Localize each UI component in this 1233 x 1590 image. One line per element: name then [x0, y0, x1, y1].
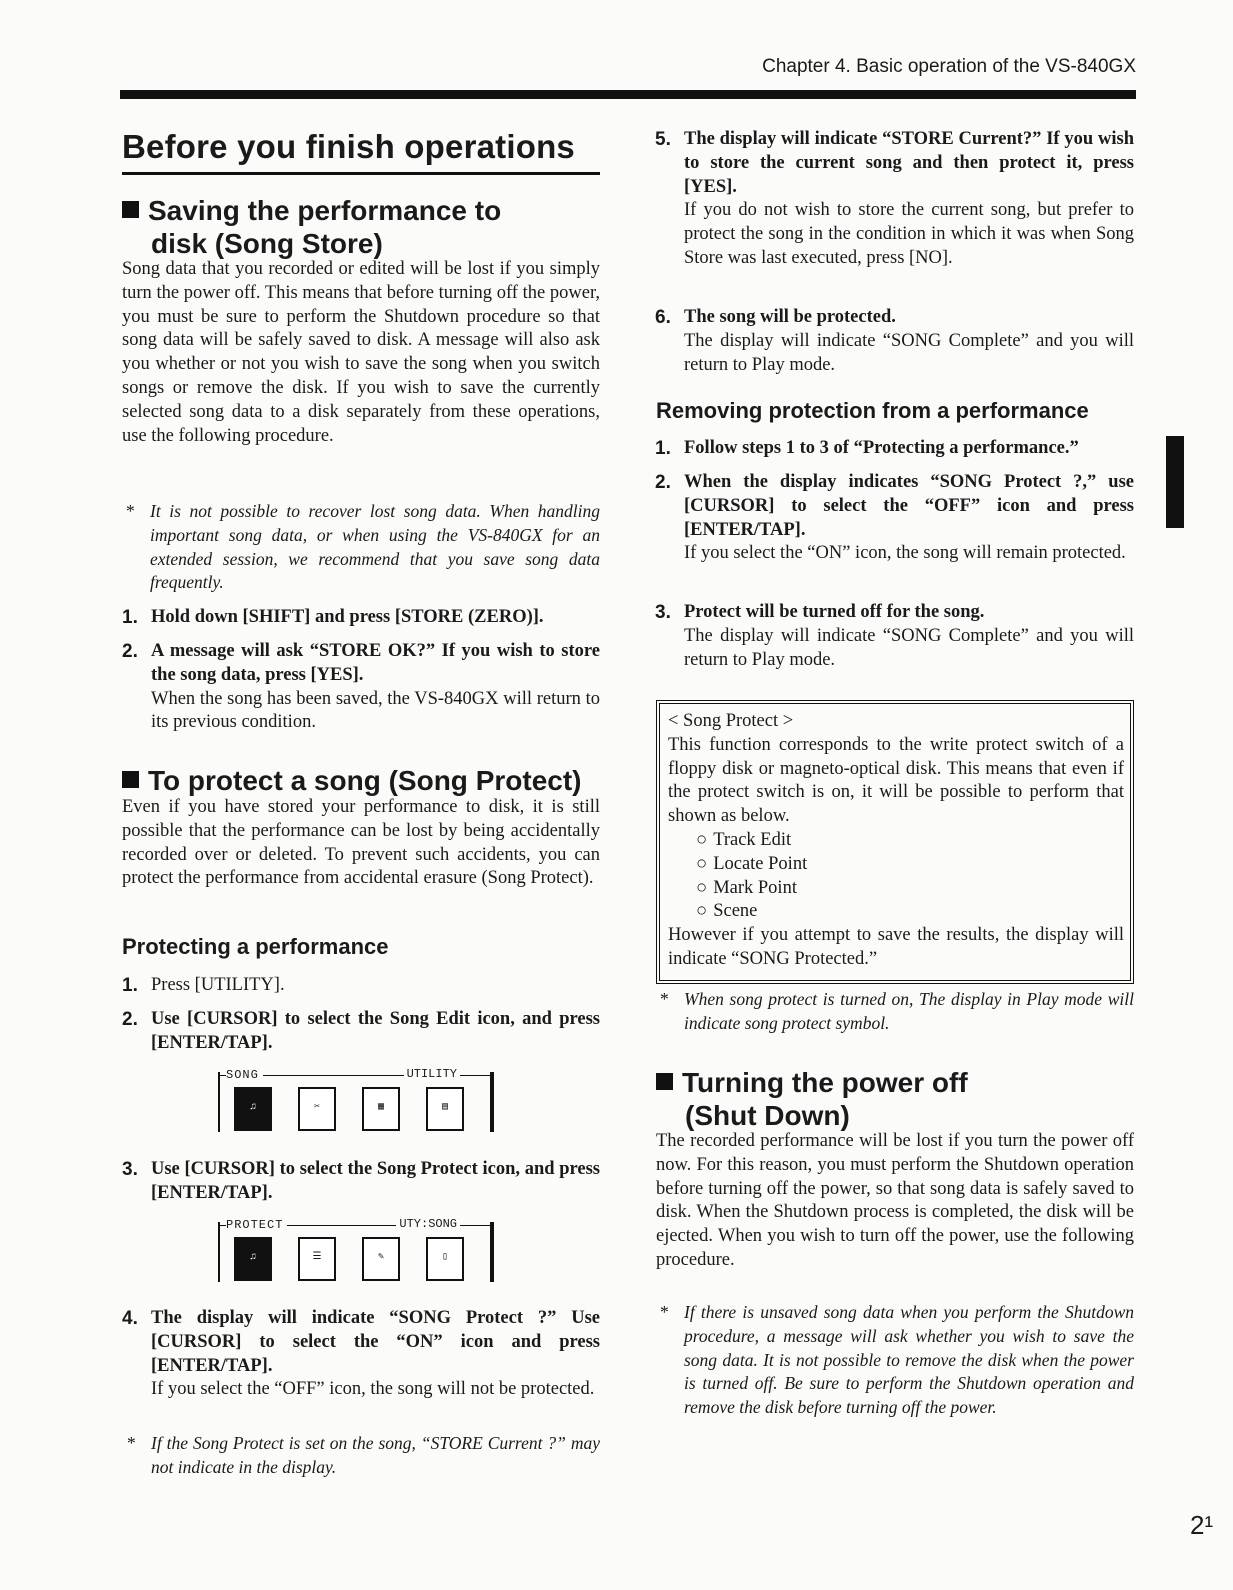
- box-item: ○ Scene: [668, 900, 1124, 924]
- shutdown-note: * If there is unsaved song data when you perform the Shutdown procedure, a message will ask whether you wish to save the song data. It is not possible to remove the disk when the power is turned off. Be sure to perform the Shutdown operation and remove the disk before turning off the power.: [660, 1302, 1134, 1418]
- song-copy-icon: ☰: [298, 1237, 336, 1281]
- save-note: * It is not possible to recover lost song data. When handling important song data, or when using the VS-840GX for an extended session, we recommend that you save song data frequently.: [126, 501, 600, 593]
- section-square-icon: [656, 1073, 673, 1090]
- protect-heading: To protect a song (Song Protect): [122, 764, 581, 797]
- section-square-icon: [122, 201, 139, 218]
- chapter-header: Chapter 4. Basic operation of the VS-840GX: [762, 56, 1136, 77]
- chapter-side-tab: [1166, 436, 1184, 528]
- protect-note: * If the Song Protect is set on the song, “STORE Current ?” may not indicate in the display.: [127, 1433, 600, 1477]
- save-paragraph: Song data that you recorded or edited will be lost if you simply turn the power off. This means that before turning off the power, you must be sure to perform the Shutdown procedure so that song data will be safely saved to disk. A message will also ask you whether or not you wish to save the song when you switch songs or remove the disk. If you wish to save the currently selected song data to a disk separately from these operations, use the following procedure.: [122, 259, 600, 446]
- lcd-song-utility: [218, 1067, 494, 1132]
- remove-step-1: 1. Follow steps 1 to 3 of “Protecting a performance.”: [655, 438, 1079, 459]
- section-square-icon: [122, 771, 139, 788]
- song-name-icon: ✎: [362, 1237, 400, 1281]
- box-note: * When song protect is turned on, The display in Play mode will indicate song protect symbol.: [660, 989, 1134, 1033]
- save-step-2: 2. A message will ask “STORE OK?” If you wish to store the song data, press [YES]. When the song has been saved, the VS-840GX will return to its previous condition.: [122, 641, 600, 733]
- song-grid-icon: ▦: [362, 1087, 400, 1131]
- removing-heading: Removing protection from a performance: [656, 398, 1089, 423]
- page-number: 2¹: [1190, 1510, 1214, 1540]
- box-item: ○ Locate Point: [668, 853, 1124, 877]
- protect-step-4: 4. The display will indicate “SONG Protect ?” Use [CURSOR] to select the “ON” icon and press [ENTER/TAP]. If you select the “OFF” icon, the song will not be protected.: [122, 1308, 600, 1400]
- shutdown-heading: Turning the power off (Shut Down): [656, 1066, 968, 1132]
- header-rule: [120, 90, 1136, 99]
- song-tool-icon: ✂: [298, 1087, 336, 1131]
- protect-step-5: 5. The display will indicate “STORE Current?” If you wish to store the current song and then protect it, press [YES]. If you do not wish to store the current song, but prefer to protect the song in the condition in which it was when Song Store was last executed, press [NO].: [655, 129, 1134, 268]
- song-protect-icon: ♫: [234, 1237, 272, 1281]
- lcd-label: PROTECT: [226, 1218, 287, 1232]
- lcd-label: SONG: [226, 1068, 263, 1082]
- box-item: ○ Track Edit: [668, 829, 1124, 853]
- lcd-protect: [218, 1217, 494, 1282]
- page-title: Before you finish operations: [122, 128, 575, 165]
- protect-step-1: 1. Press [UTILITY].: [122, 975, 285, 996]
- song-protect-box: [656, 700, 1134, 984]
- protect-step-3: 3. Use [CURSOR] to select the Song Protect icon, and press [ENTER/TAP].: [122, 1159, 600, 1203]
- box-item: ○ Mark Point: [668, 877, 1124, 901]
- box-title: < Song Protect >: [668, 711, 794, 731]
- save-step-1: 1. Hold down [SHIFT] and press [STORE (ZERO)].: [122, 607, 544, 628]
- song-disk-icon: ▤: [426, 1087, 464, 1131]
- remove-step-3: 3. Protect will be turned off for the song. The display will indicate “SONG Complete” and you will return to Play mode.: [655, 602, 1134, 670]
- lcd-mode: UTY:SONG: [396, 1217, 460, 1231]
- box-footer: However if you attempt to save the results, the display will indicate “SONG Protected.”: [668, 925, 1124, 969]
- save-heading: Saving the performance to disk (Song Store): [122, 194, 501, 260]
- protect-step-6: 6. The song will be protected. The display will indicate “SONG Complete” and you will return to Play mode.: [655, 307, 1134, 375]
- remove-step-2: 2. When the display indicates “SONG Protect ?,” use [CURSOR] to select the “OFF” icon and press [ENTER/TAP]. If you select the “ON” icon, the song will remain protected.: [655, 472, 1134, 564]
- shutdown-paragraph: The recorded performance will be lost if you turn the power off now. For this reason, you must perform the Shutdown operation before turning off the power, so that song data is safely saved to disk. When the Shutdown process is completed, the disk will be ejected. When you wish to turn off the power, use the following procedure.: [656, 1131, 1134, 1270]
- protect-paragraph: Even if you have stored your performance to disk, it is still possible that the performance can be lost by being accidentally recorded over or deleted. To prevent such accidents, you can protect the performance from accidental erasure (Song Protect).: [122, 797, 600, 889]
- song-delete-icon: ▯: [426, 1237, 464, 1281]
- box-text: This function corresponds to the write protect switch of a floppy disk or magneto-optical disk. This means that even if the protect switch is on, it will be possible to perform that shown as below.: [668, 734, 1124, 827]
- protecting-subheading: Protecting a performance: [122, 934, 389, 959]
- protect-step-2: 2. Use [CURSOR] to select the Song Edit icon, and press [ENTER/TAP].: [122, 1009, 600, 1053]
- title-rule: [122, 172, 600, 175]
- lcd-mode: UTILITY: [404, 1067, 460, 1081]
- song-edit-icon: ♫: [234, 1087, 272, 1131]
